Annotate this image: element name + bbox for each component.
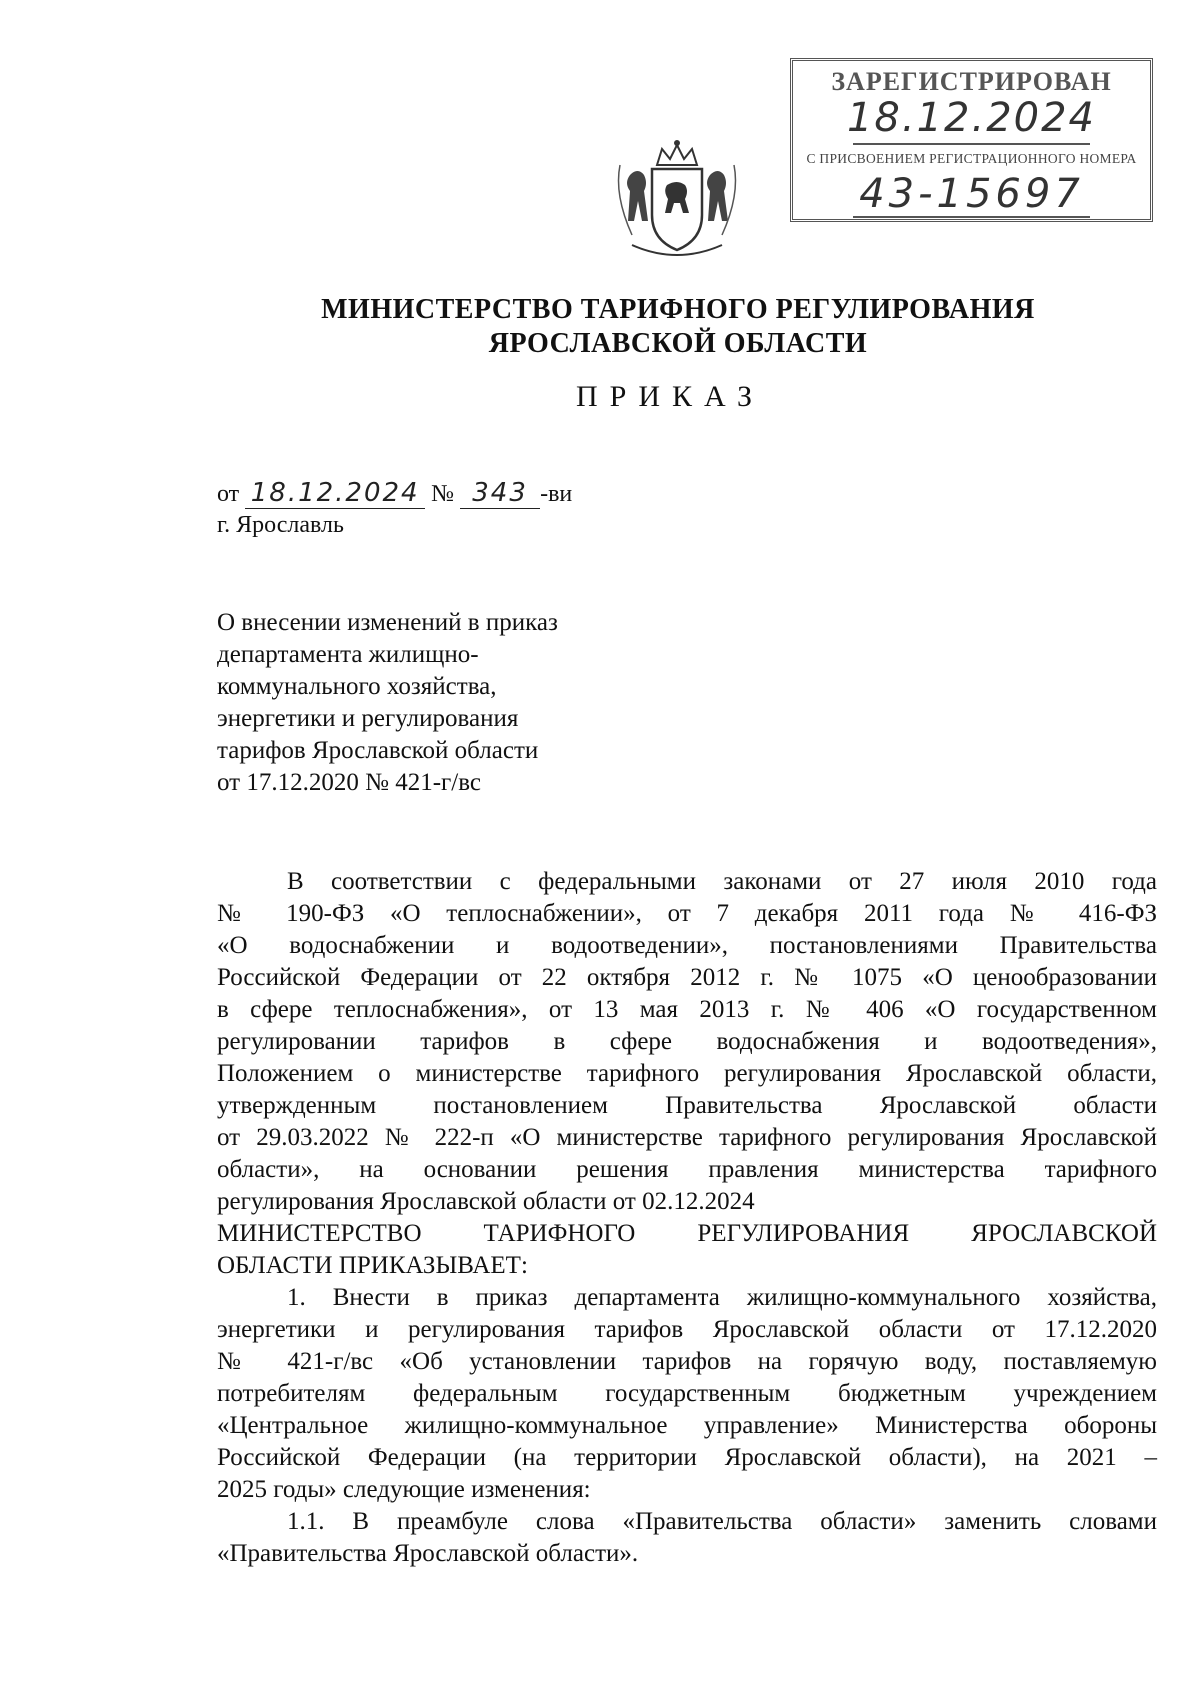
- order-line: [217, 478, 572, 509]
- body-line: энергетики и регулирования тарифов Ярославской области от 17.12.2020: [217, 1316, 1157, 1343]
- body-line: Положением о министерстве тарифного регулирования Ярославской области,: [217, 1060, 1157, 1087]
- body-line: Российской Федерации (на территории Ярославской области), на 2021 –: [217, 1444, 1157, 1471]
- body-line: «Центральное жилищно-коммунальное управление» Министерства обороны: [217, 1412, 1157, 1439]
- body-line: от 29.03.2022 № 222-п «О министерстве тарифного регулирования Ярославской: [217, 1124, 1157, 1151]
- document-subject: [217, 607, 637, 799]
- body-line: «О водоснабжении и водоотведении», постановлениями Правительства: [217, 932, 1157, 959]
- org-name-line2: ЯРОСЛАВСКОЙ ОБЛАСТИ: [488, 328, 868, 359]
- body-line: В соответствии с федеральными законами от 27 июля 2010 года: [287, 868, 1157, 895]
- body-line: 1.1. В преамбуле слова «Правительства области» заменить словами: [287, 1508, 1157, 1535]
- body-line: в сфере теплоснабжения», от 13 мая 2013 г. № 406 «О государственном: [217, 996, 1157, 1023]
- body-line: утвержденным постановлением Правительства Ярославской области: [217, 1092, 1157, 1119]
- order-number-label: №: [431, 481, 455, 507]
- org-name-line1: МИНИСТЕРСТВО ТАРИФНОГО РЕГУЛИРОВАНИЯ: [321, 294, 1035, 325]
- body-line: 1. Внести в приказ департамента жилищно-коммунального хозяйства,: [287, 1284, 1157, 1311]
- stamp-divider: [853, 216, 1090, 218]
- orders-clause: [217, 1218, 1157, 1282]
- order-number-suffix: -ви: [540, 481, 573, 507]
- subject-line: коммунального хозяйства,: [217, 673, 497, 700]
- body-line: Российской Федерации от 22 октября 2012 г. № 1075 «О ценообразовании: [217, 964, 1157, 991]
- document-type: ПРИКАЗ: [576, 380, 764, 413]
- coat-of-arms-icon: [612, 135, 742, 265]
- stamp-date: 18.12.2024: [846, 95, 1097, 141]
- stamp-caption: С ПРИСВОЕНИЕМ РЕГИСТРАЦИОННОГО НОМЕРА: [806, 151, 1137, 166]
- subject-line: энергетики и регулирования: [217, 705, 519, 732]
- body-line: 2025 годы» следующие изменения:: [217, 1476, 591, 1503]
- subject-line: департамента жилищно-: [217, 641, 479, 668]
- body-line: ОБЛАСТИ ПРИКАЗЫВАЕТ:: [217, 1252, 528, 1279]
- item-1-1: [217, 1506, 1157, 1570]
- order-from-label: от: [217, 481, 240, 507]
- body-line: регулирования Ярославской области от 02.12.2024: [217, 1188, 755, 1215]
- item-1: [217, 1282, 1157, 1506]
- body-line: области», на основании решения правления министерства тарифного: [217, 1156, 1157, 1183]
- stamp-number: 43-15697: [859, 171, 1084, 217]
- stamp-divider: [853, 143, 1090, 145]
- order-city: г. Ярославль: [217, 512, 344, 538]
- registration-stamp: [790, 58, 1153, 222]
- document-body: [217, 866, 1157, 1570]
- subject-line: тарифов Ярославской области: [217, 737, 539, 764]
- order-date: 18.12.2024: [245, 478, 425, 509]
- order-number: 343: [460, 478, 540, 509]
- body-line: № 190-ФЗ «О теплоснабжении», от 7 декабря 2011 года № 416-ФЗ: [217, 900, 1157, 927]
- body-line: потребителям федеральным государственным бюджетным учреждением: [217, 1380, 1157, 1407]
- body-line: МИНИСТЕРСТВО ТАРИФНОГО РЕГУЛИРОВАНИЯ ЯРОСЛАВСКОЙ: [217, 1220, 1157, 1247]
- stamp-title: ЗАРЕГИСТРИРОВАН: [831, 67, 1112, 96]
- subject-line: О внесении изменений в приказ: [217, 609, 558, 636]
- subject-line: от 17.12.2020 № 421-г/вс: [217, 769, 481, 796]
- body-line: регулировании тарифов в сфере водоснабжения и водоотведения»,: [217, 1028, 1157, 1055]
- body-line: «Правительства Ярославской области».: [217, 1540, 639, 1567]
- body-line: № 421-г/вс «Об установлении тарифов на горячую воду, поставляемую: [217, 1348, 1157, 1375]
- preamble: [217, 866, 1157, 1218]
